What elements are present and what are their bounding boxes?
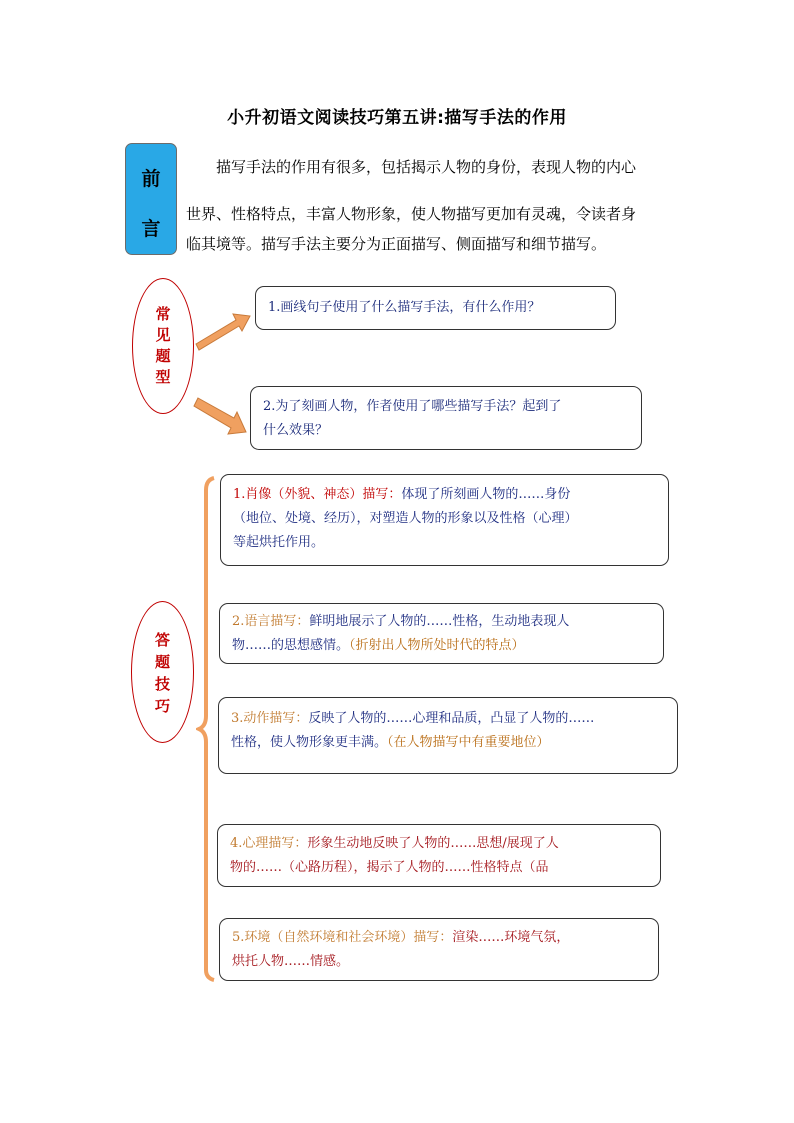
- answer-box-5: [219, 918, 659, 981]
- answer-1-label: 1.肖像（外貌、神态）描写：: [233, 487, 402, 502]
- answer-4-label: 4.心理描写：: [230, 836, 308, 851]
- page-title: 小升初语文阅读技巧第五讲:描写手法的作用: [227, 108, 567, 128]
- answer-skills-char-1: 答: [154, 631, 170, 649]
- answer-skills-char-4: 巧: [154, 697, 170, 715]
- answer-2-line-1: 鲜明地展示了人物的……性格，生动地表现人: [309, 614, 570, 629]
- question-2-line-2: 什么效果？: [263, 423, 329, 438]
- preface-badge-char-1: 前: [141, 168, 161, 190]
- preface-line-1: 描写手法的作用有很多，包括揭示人物的身份，表现人物的内心: [216, 158, 637, 176]
- answer-2-line-2: 物……的思想感情。: [232, 638, 350, 653]
- question-types-ellipse: [132, 278, 194, 414]
- question-types-char-1: 常: [155, 305, 171, 323]
- arrow-up-right-icon: [196, 314, 250, 350]
- answer-4-line-2: 物的……（心路历程），揭示了人物的……性格特点（品: [230, 860, 549, 875]
- answer-4-line-1: 形象生动地反映了人物的……思想/展现了人: [307, 836, 559, 851]
- answer-skills-ellipse: [131, 601, 194, 743]
- answer-box-1: [220, 474, 669, 566]
- question-types-char-3: 题: [155, 347, 171, 365]
- answer-2-note: （折射出人物所处时代的特点）: [349, 638, 525, 653]
- question-types-char-2: 见: [155, 326, 171, 344]
- arrow-down-right-icon: [194, 398, 246, 434]
- answer-5-line-2: 烘托人物……情感。: [232, 954, 350, 969]
- question-types-char-4: 型: [155, 368, 171, 386]
- answer-1-line-2: （地位、处境、经历），对塑造人物的形象以及性格（心理）: [233, 511, 578, 526]
- answer-2-label: 2.语言描写：: [232, 614, 310, 629]
- preface-line-2: 世界、性格特点，丰富人物形象，使人物描写更加有灵魂，令读者身: [186, 205, 637, 223]
- question-box-2: [250, 386, 642, 450]
- arrows-graphic: [190, 302, 258, 442]
- preface-badge: [125, 143, 177, 255]
- answer-1-line-1: 体现了所刻画人物的……身份: [401, 487, 571, 502]
- bracket-graphic: [196, 476, 218, 982]
- answer-5-line-1: 渲染……环境气氛，: [452, 930, 570, 945]
- answer-skills-char-2: 题: [154, 653, 170, 671]
- question-1-text: 1.画线句子使用了什么描写手法，有什么作用？: [268, 300, 541, 315]
- answer-3-label: 3.动作描写：: [231, 711, 309, 726]
- answer-3-note: （在人物描写中有重要地位）: [387, 735, 550, 750]
- answer-skills-char-3: 技: [154, 675, 170, 693]
- answer-3-line-1: 反映了人物的……心理和品质，凸显了人物的……: [308, 711, 595, 726]
- question-box-1: [255, 286, 616, 330]
- answer-3-line-2: 性格，使人物形象更丰满。: [231, 735, 388, 750]
- preface-badge-char-2: 言: [141, 218, 161, 240]
- answer-box-2: [219, 603, 664, 664]
- answer-box-3: [218, 697, 678, 774]
- answer-box-4: [217, 824, 661, 887]
- answer-5-label: 5.环境（自然环境和社会环境）描写：: [232, 930, 453, 945]
- preface-line-3: 临其境等。描写手法主要分为正面描写、侧面描写和细节描写。: [186, 235, 607, 253]
- question-2-line-1: 2.为了刻画人物，作者使用了哪些描写手法？起到了: [263, 399, 562, 414]
- answer-1-line-3: 等起烘托作用。: [233, 535, 325, 550]
